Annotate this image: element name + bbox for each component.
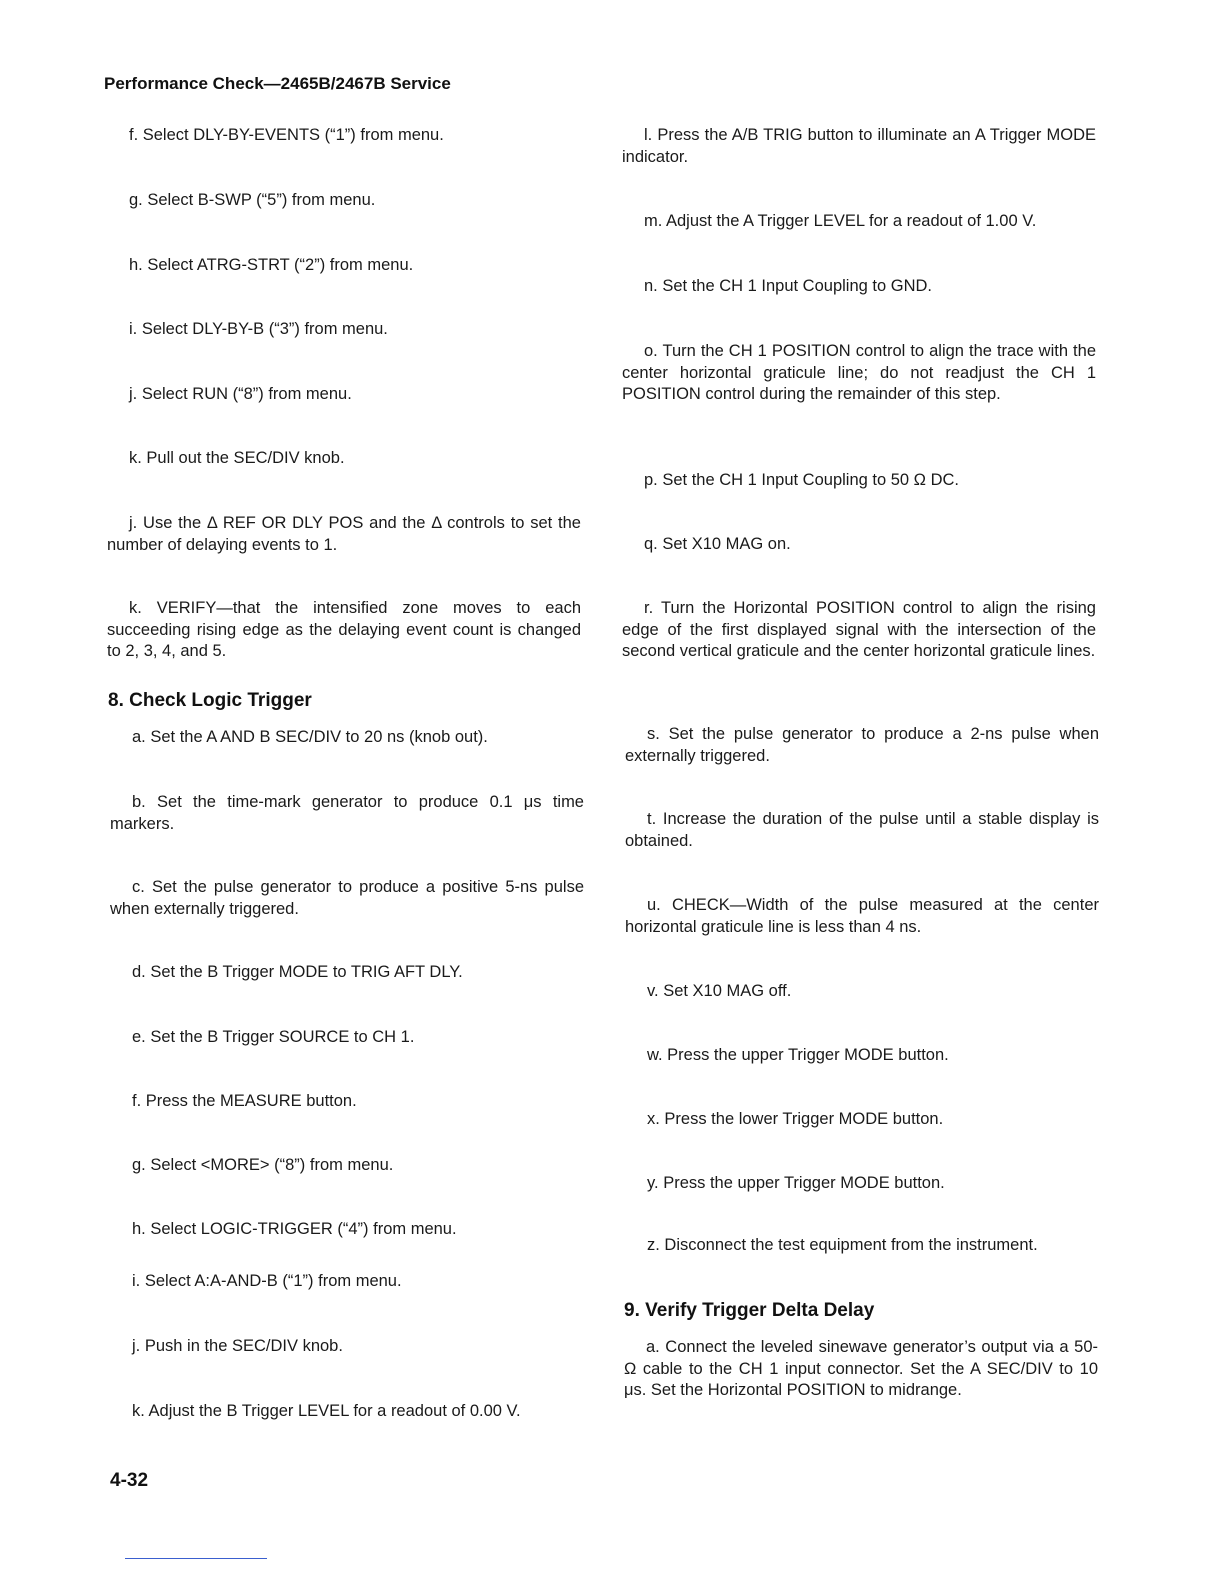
step-item: m. Adjust the A Trigger LEVEL for a readout of 1.00 V. (644, 212, 1037, 230)
step-item: k. VERIFY—that the intensified zone moves to each succeeding rising edge as the delaying event count is changed to 2, 3, 4, and 5. (107, 599, 581, 660)
step-item: c. Set the pulse generator to produce a positive 5-ns pulse when externally triggered. (110, 878, 584, 918)
step-item: j. Use the Δ REF OR DLY POS and the Δ controls to set the number of delaying events to 1. (107, 514, 581, 554)
step-item: z. Disconnect the test equipment from the instrument. (647, 1236, 1038, 1254)
step-item: n. Set the CH 1 Input Coupling to GND. (644, 277, 932, 295)
step-item: h. Select LOGIC-TRIGGER (“4”) from menu. (132, 1220, 457, 1238)
step-item: g. Select <MORE> (“8”) from menu. (132, 1156, 394, 1174)
step-item: s. Set the pulse generator to produce a 2-ns pulse when externally triggered. (625, 725, 1099, 765)
step-item: u. CHECK—Width of the pulse measured at the center horizontal graticule line is less than 4 ns. (625, 896, 1099, 936)
step-item: i. Select DLY-BY-B (“3”) from menu. (129, 320, 388, 338)
section-8-heading: 8. Check Logic Trigger (108, 690, 312, 711)
step-item: f. Select DLY-BY-EVENTS (“1”) from menu. (129, 126, 444, 144)
step-item: q. Set X10 MAG on. (644, 535, 791, 553)
step-item: y. Press the upper Trigger MODE button. (647, 1174, 945, 1192)
step-item: j. Select RUN (“8”) from menu. (129, 385, 352, 403)
step-item: w. Press the upper Trigger MODE button. (647, 1046, 949, 1064)
step-item: d. Set the B Trigger MODE to TRIG AFT DLY. (132, 963, 463, 981)
page-header: Performance Check—2465B/2467B Service (104, 74, 451, 93)
step-item: o. Turn the CH 1 POSITION control to align the trace with the center horizontal graticule line; do not readjust the CH 1 POSITION control during the remainder of this step. (622, 342, 1096, 403)
step-item: i. Select A:A-AND-B (“1”) from menu. (132, 1272, 402, 1290)
step-item: r. Turn the Horizontal POSITION control to align the rising edge of the first displayed signal with the intersection of the second vertical graticule and the center horizontal graticule lines. (622, 599, 1096, 660)
step-item: h. Select ATRG-STRT (“2”) from menu. (129, 256, 414, 274)
step-item: p. Set the CH 1 Input Coupling to 50 Ω DC. (644, 471, 960, 489)
step-item: v. Set X10 MAG off. (647, 982, 792, 1000)
step-item: b. Set the time-mark generator to produce 0.1 μs time markers. (110, 793, 584, 833)
step-item: k. Pull out the SEC/DIV knob. (129, 449, 345, 467)
step-item: j. Push in the SEC/DIV knob. (132, 1337, 343, 1355)
step-item: k. Adjust the B Trigger LEVEL for a readout of 0.00 V. (132, 1402, 521, 1420)
step-item: a. Connect the leveled sinewave generator’s output via a 50-Ω cable to the CH 1 input connector. Set the A SEC/DIV to 10 μs. Set the Horizontal POSITION to midrange. (624, 1338, 1098, 1399)
step-item: a. Set the A AND B SEC/DIV to 20 ns (knob out). (132, 728, 488, 746)
step-item: g. Select B-SWP (“5”) from menu. (129, 191, 376, 209)
page-number: 4-32 (110, 1470, 149, 1491)
step-item: l. Press the A/B TRIG button to illuminate an A Trigger MODE indicator. (622, 126, 1096, 166)
step-item: f. Press the MEASURE button. (132, 1092, 357, 1110)
scan-artifact-line (125, 1558, 267, 1559)
step-item: x. Press the lower Trigger MODE button. (647, 1110, 944, 1128)
step-item: e. Set the B Trigger SOURCE to CH 1. (132, 1028, 415, 1046)
step-item: t. Increase the duration of the pulse until a stable display is obtained. (625, 810, 1099, 850)
section-9-heading: 9. Verify Trigger Delta Delay (624, 1300, 875, 1321)
